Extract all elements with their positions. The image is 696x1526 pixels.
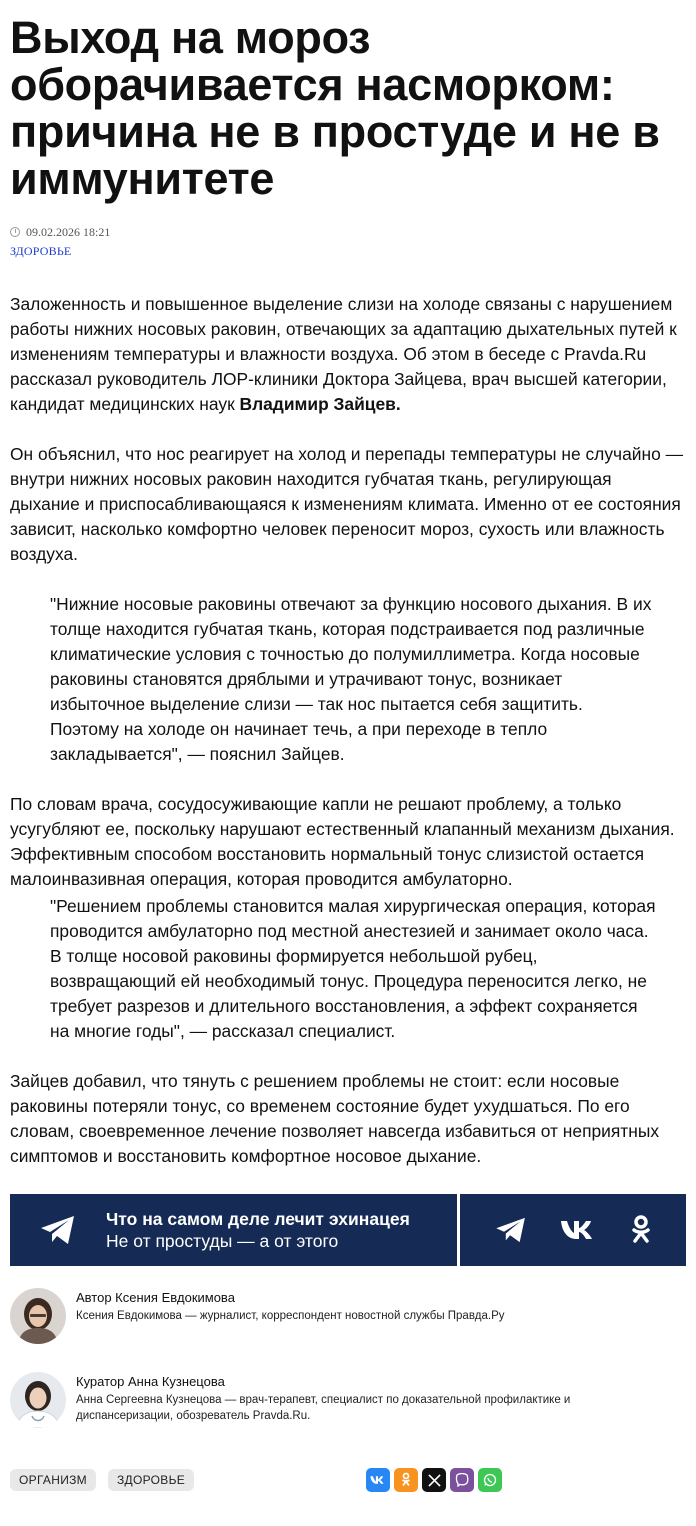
share-buttons	[366, 1468, 502, 1492]
tag-zdorovie[interactable]: ЗДОРОВЬЕ	[108, 1469, 194, 1491]
share-x-button[interactable]	[422, 1468, 446, 1492]
share-vk-button[interactable]	[366, 1468, 390, 1492]
article-footer	[10, 1468, 686, 1492]
rubric-link[interactable]: ЗДОРОВЬЕ	[10, 244, 72, 258]
vk-icon	[370, 1475, 386, 1485]
vk-icon[interactable]	[560, 1219, 598, 1241]
quote-2: "Решением проблемы становится малая хирургическая операция, которая проводится амбулаторно под местной анестезией и занимает около часа. В толще носовой раковины формируется небольшой рубец, возвращающий ей необходимый тонус. Процедура переносится легко, не требует разрезов и длительного восстановления, а эффект сохраняется на многие годы", — рассказал специалист.	[50, 896, 656, 1041]
share-whatsapp-button[interactable]	[478, 1468, 502, 1492]
paragraph-3: По словам врача, сосудосуживающие капли не решают проблему, а только усугубляют ее, поскольку нарушают естественный клапанный механизм дыхания. Эффективным способом восстановить нормальный тонус слизистой остается малоинвазивная операция, которая проводится амбулаторно.	[10, 794, 675, 889]
telegram-icon[interactable]	[495, 1217, 527, 1243]
x-icon	[428, 1474, 441, 1487]
promo-headline: Что на самом деле лечит эхинацея	[106, 1209, 410, 1229]
author-info	[76, 1288, 616, 1324]
publish-date: 09.02.2026 18:21	[26, 224, 111, 239]
share-viber-button[interactable]	[450, 1468, 474, 1492]
article-meta	[10, 224, 686, 240]
odnoklassniki-icon[interactable]	[631, 1215, 651, 1245]
telegram-promo	[10, 1194, 686, 1266]
whatsapp-icon	[483, 1473, 497, 1487]
promo-social-links	[460, 1194, 686, 1266]
clock-icon	[10, 227, 20, 237]
author-avatar[interactable]	[10, 1288, 66, 1344]
curator-avatar[interactable]	[10, 1372, 66, 1428]
promo-subline: Не от простуды — а от этого	[106, 1231, 339, 1251]
telegram-icon	[40, 1215, 76, 1245]
paragraph-1	[10, 292, 686, 417]
curator-block	[10, 1372, 686, 1428]
share-ok-button[interactable]	[394, 1468, 418, 1492]
paragraph-1-text: Заложенность и повышенное выделение слизи на холоде связаны с нарушением работы нижних носовых раковин, отвечающих за адаптацию дыхательных путей к изменениям температуры и влажности воздуха. Об этом в беседе с Pravda.Ru рассказал руководитель ЛОР-клиники Доктора Зайцева, врач высшей категории, кандидат медицинских наук	[10, 294, 677, 414]
author-name[interactable]: Автор Ксения Евдокимова	[76, 1290, 235, 1305]
paragraph-2: Он объяснил, что нос реагирует на холод и перепады температуры не случайно — внутри нижних носовых раковин находится губчатая ткань, регулирующая дыхание и приспосабливающаяся к изменениям климата. Именно от ее состояния зависит, насколько комфортно человек переносит мороз, сухость или влажность воздуха.	[10, 444, 683, 564]
quote-1: "Нижние носовые раковины отвечают за функцию носового дыхания. В их толще находится губчатая ткань, которая подстраивается под различные климатические условия с точностью до полумиллиметра. Когда носовые раковины становятся дряблыми и утрачивают тонус, возникает избыточное выделение слизи — так нос пытается себя защитить. Поэтому на холоде он начинает течь, а при переходе в тепло закладывается", — пояснил Зайцев.	[50, 594, 652, 764]
author-description: Ксения Евдокимова — журналист, корреспондент новостной службы Правда.Ру	[76, 1310, 505, 1322]
viber-icon	[455, 1473, 469, 1487]
author-block	[10, 1288, 686, 1344]
curator-name[interactable]: Куратор Анна Кузнецова	[76, 1374, 225, 1389]
expert-name: Владимир Зайцев.	[239, 394, 401, 414]
curator-info	[76, 1372, 616, 1424]
odnoklassniki-icon	[401, 1472, 411, 1488]
promo-telegram-banner[interactable]	[10, 1194, 457, 1266]
paragraph-4: Зайцев добавил, что тянуть с решением проблемы не стоит: если носовые раковины потеряли тонус, со временем состояние будет ухудшаться. По его словам, своевременное лечение позволяет навсегда избавиться от неприятных симптомов и восстановить комфортное носовое дыхание.	[10, 1071, 660, 1166]
tag-organizm[interactable]: ОРГАНИЗМ	[10, 1469, 96, 1491]
article-body	[10, 292, 686, 1169]
promo-text	[106, 1208, 410, 1252]
curator-description: Анна Сергеевна Кузнецова — врач-терапевт, специалист по доказательной профилактике и диспансеризации, обозреватель Pravda.Ru.	[76, 1394, 571, 1422]
article-title: Выход на мороз оборачивается насморком: причина не в простуде и не в иммунитете	[10, 12, 660, 204]
